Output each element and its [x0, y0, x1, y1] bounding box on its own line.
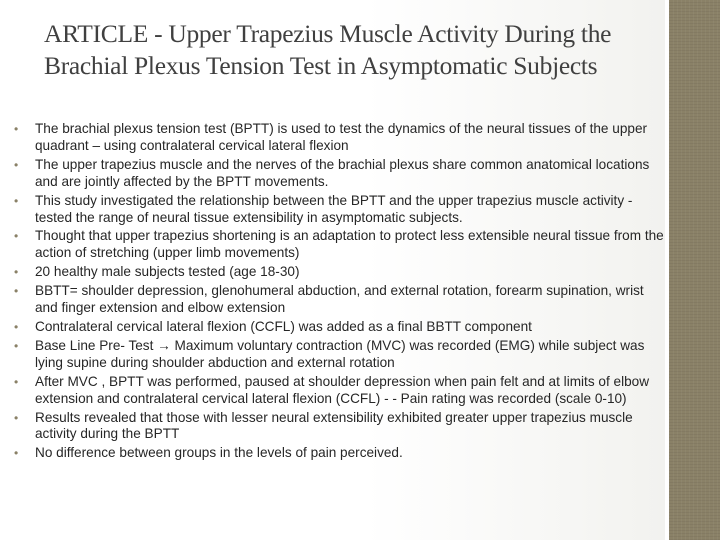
bullet-item: • BBTT= shoulder depression, glenohumeral abduction, and external rotation, forearm supination, wrist and finger extension and elbow extension — [14, 283, 664, 317]
decorative-side-band — [669, 0, 720, 540]
bullet-item: • 20 healthy male subjects tested (age 18-30) — [14, 264, 664, 281]
bullet-item: • Contralateral cervical lateral flexion (CCFL) was added as a final BBTT component — [14, 319, 664, 336]
bullet-item: • This study investigated the relationship between the BPTT and the upper trapezius muscle activity - tested the range of neural tissue extensibility in asymptomatic subjects. — [14, 193, 664, 227]
bullet-item: • Base Line Pre- Test → Maximum voluntary contraction (MVC) was recorded (EMG) while subject was lying supine during shoulder abduction and external rotation — [14, 338, 664, 372]
bullet-item: • The brachial plexus tension test (BPTT) is used to test the dynamics of the neural tissues of the upper quadrant – using contralateral cervical lateral flexion — [14, 121, 664, 155]
bullet-item: • The upper trapezius muscle and the nerves of the brachial plexus share common anatomical locations and are jointly affected by the BPTT movements. — [14, 157, 664, 191]
bullet-list — [14, 121, 664, 464]
bullet-item: • Results revealed that those with lesser neural extensibility exhibited greater upper trapezius muscle activity during the BPTT — [14, 410, 664, 444]
bullet-item: • No difference between groups in the levels of pain perceived. — [14, 445, 664, 462]
slide-title: ARTICLE - Upper Trapezius Muscle Activity During the Brachial Plexus Tension Test in Asymptomatic Subjects — [44, 19, 612, 80]
bullet-item: • After MVC , BPTT was performed, paused at shoulder depression when pain felt and at limits of elbow extension and contralateral cervical lateral flexion (CCFL) - - Pain rating was recorded (scale 0-10) — [14, 374, 664, 408]
bullet-item: • Thought that upper trapezius shortening is an adaptation to protect less extensible neural tissue from the action of stretching (upper limb movements) — [14, 228, 664, 262]
